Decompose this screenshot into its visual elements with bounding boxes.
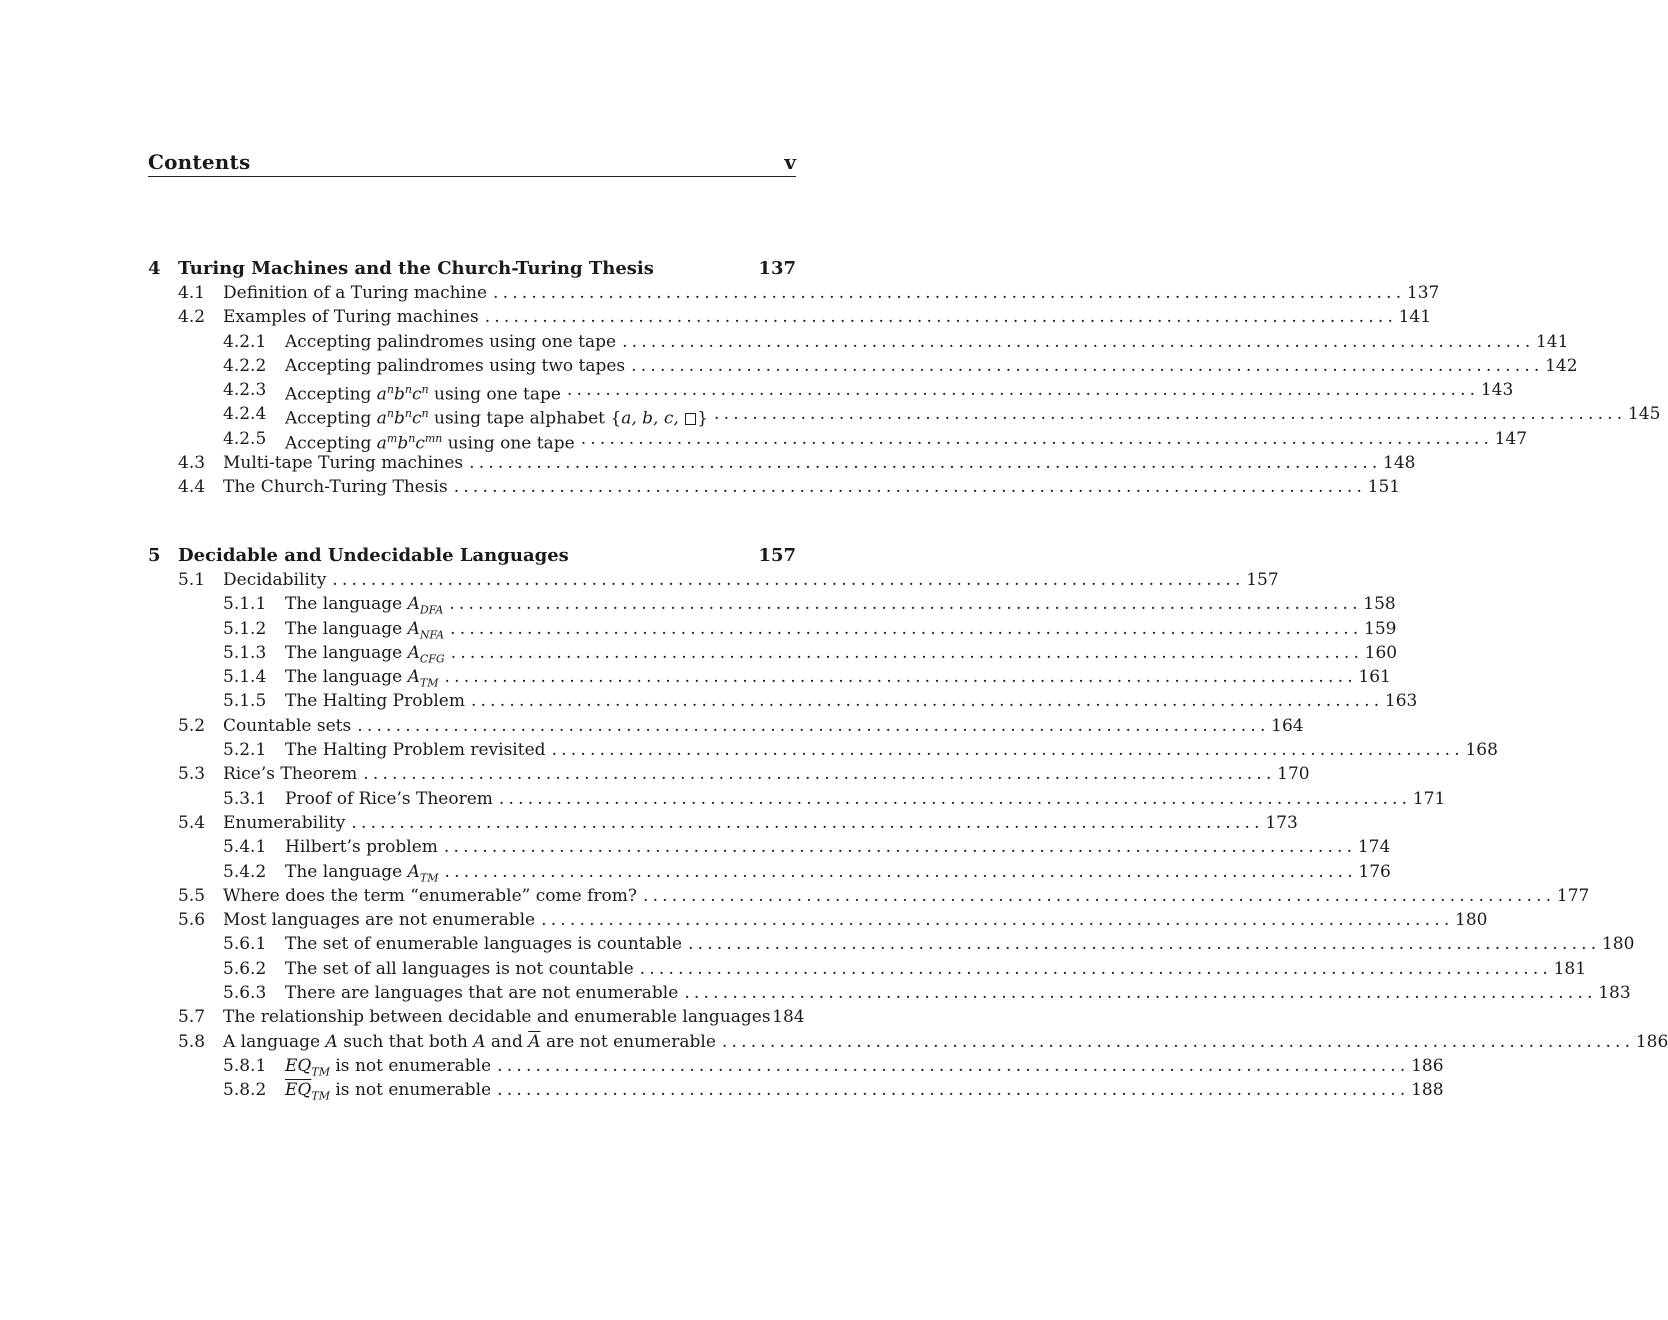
toc-entry[interactable] — [148, 689, 1418, 713]
toc-entry[interactable] — [148, 427, 1528, 454]
entry-page: 173 — [1265, 812, 1298, 833]
entry-number: 5.6.2 — [223, 958, 267, 979]
entry-page: 176 — [1358, 861, 1391, 882]
entry-title: Most languages are not enumerable — [223, 910, 536, 931]
dot-leader: ............................................................................................... — [357, 715, 1270, 736]
entry-page: 159 — [1364, 618, 1397, 639]
entry-number: 5.8.2 — [223, 1080, 267, 1101]
entry-page: 171 — [1412, 788, 1446, 809]
chapter-page: 137 — [758, 258, 796, 279]
dot-leader: ............................................................................................... — [444, 861, 1357, 882]
entry-page: 186 — [1411, 1055, 1444, 1076]
entry-page: 186 — [1635, 1031, 1668, 1052]
chapter-page: 157 — [758, 545, 796, 566]
entry-title: A language A such that both A and $\overline{A}$ are not enumerable — [223, 1031, 716, 1052]
toc-entry[interactable] — [148, 665, 1391, 690]
running-header — [148, 150, 796, 177]
entry-page: 183 — [1598, 983, 1631, 1004]
entry-page: 151 — [1367, 477, 1401, 498]
dot-leader: ............................................................................................... — [551, 740, 1464, 761]
entry-page: 142 — [1545, 355, 1578, 376]
dot-leader: ............................................................................................... — [470, 691, 1384, 712]
dot-leader: ............................................................................................... — [721, 1031, 1635, 1052]
entry-title: Where does the term “enumerable” come from? — [223, 885, 637, 906]
entry-title: The language $A_{DFA}$ — [285, 594, 444, 617]
dot-leader: ............................................................................................... — [449, 594, 1362, 615]
entry-page: 164 — [1271, 715, 1304, 736]
entry-number: 5.1.5 — [223, 691, 267, 712]
toc-entry[interactable] — [148, 762, 1310, 786]
toc-entry[interactable] — [148, 568, 1279, 592]
entry-number: 4.4 — [178, 477, 206, 498]
dot-leader: ............................................................................................... — [684, 983, 1597, 1004]
toc-entry[interactable] — [148, 1054, 1444, 1079]
entry-title: The language $A_{NFA}$ — [285, 618, 445, 641]
dot-leader: ............................................................................................... — [580, 428, 1494, 449]
entry-page: 180 — [1601, 934, 1635, 955]
toc-entry[interactable] — [148, 354, 1578, 378]
toc-entry[interactable] — [148, 402, 1661, 430]
toc-entry[interactable] — [148, 617, 1397, 641]
dot-leader: ............................................................................................... — [642, 885, 1556, 906]
dot-leader: ............................................................................................... — [363, 764, 1276, 785]
entry-title: The set of all languages is not countable — [285, 958, 634, 979]
dot-leader: ............................................................................................... — [622, 331, 1535, 352]
dot-leader: ............................................................................................... — [453, 477, 1367, 498]
entry-number: 5.2.1 — [223, 740, 267, 761]
entry-number: 5.8.1 — [223, 1055, 267, 1076]
entry-page: 158 — [1363, 594, 1396, 615]
entry-number: 4.2.5 — [223, 428, 267, 449]
toc-entry[interactable] — [148, 1078, 1444, 1103]
entry-title: The set of enumerable languages is countable — [285, 934, 683, 955]
entry-title: Accepting $a^nb^nc^n$ using one tape — [285, 383, 561, 405]
entry-title: Accepting palindromes using two tapes — [285, 355, 626, 376]
entry-title: Enumerability — [223, 812, 346, 833]
toc-entry[interactable] — [148, 714, 1304, 738]
toc-entry[interactable] — [148, 592, 1396, 617]
chapter-5 — [148, 543, 1668, 1103]
entry-title: The relationship between decidable and enumerable languages — [223, 1007, 771, 1028]
entry-title: Accepting $a^nb^nc^n$ using tape alphabet {a, b, c, } — [285, 407, 709, 430]
entry-page: 141 — [1535, 331, 1569, 352]
entry-number: 5.8 — [178, 1031, 206, 1052]
entry-number: 5.1.3 — [223, 642, 267, 663]
chapter-number: 5 — [148, 545, 161, 566]
entry-page: 148 — [1383, 453, 1416, 474]
toc-entry[interactable] — [148, 1005, 805, 1029]
entry-page: 137 — [1406, 283, 1440, 303]
entry-title: The Halting Problem — [285, 691, 465, 712]
toc-entry[interactable] — [148, 811, 1298, 835]
entry-number: 4.3 — [178, 453, 206, 474]
entry-title: Accepting palindromes using one tape — [285, 331, 617, 352]
chapter-heading[interactable] — [148, 256, 796, 281]
entry-number: 5.1.2 — [223, 618, 267, 639]
entry-page: 174 — [1357, 837, 1391, 858]
toc-entry[interactable] — [148, 860, 1391, 884]
toc-entry[interactable] — [148, 1030, 1668, 1054]
entry-number: 5.4.1 — [223, 837, 267, 858]
dot-leader: ............................................................................................... — [469, 453, 1382, 474]
entry-page: 160 — [1364, 642, 1398, 663]
header-page-number: v — [784, 150, 796, 174]
entry-page: 141 — [1398, 307, 1432, 328]
toc-entry[interactable] — [148, 378, 1514, 405]
entry-title: Countable sets — [223, 715, 352, 736]
entry-title: Decidability — [223, 570, 327, 590]
dot-leader: ............................................................................................... — [498, 788, 1412, 809]
entry-title: $EQ_{TM}$ is not enumerable — [285, 1055, 492, 1079]
entry-number: 5.6 — [178, 910, 206, 931]
entry-number: 4.2.1 — [223, 331, 267, 352]
entry-number: 4.2 — [178, 307, 206, 328]
toc-entry[interactable] — [148, 787, 1446, 811]
entry-title: $\overline{EQ}_{TM}$ is not enumerable — [285, 1080, 492, 1103]
blank-symbol-icon — [685, 413, 696, 425]
dot-leader: ............................................................................................... — [493, 283, 1406, 303]
entry-number: 5.4.2 — [223, 861, 267, 882]
dot-leader: ............................................................................................... — [351, 812, 1264, 833]
dot-leader: ............................................................................................... — [639, 958, 1553, 979]
chapter-number: 4 — [148, 258, 161, 279]
entry-number: 5.1.1 — [223, 594, 267, 615]
entry-title: Examples of Turing machines — [223, 307, 479, 328]
header-title: Contents — [148, 150, 251, 174]
dot-leader: ............................................................................................... — [443, 837, 1357, 858]
entry-page: 147 — [1494, 428, 1528, 449]
entry-page: 143 — [1480, 380, 1514, 401]
entry-page: 161 — [1358, 667, 1391, 688]
entry-page: 163 — [1384, 691, 1418, 712]
toc-entry[interactable] — [148, 981, 1631, 1005]
entry-title: Rice’s Theorem — [223, 764, 358, 785]
toc-entry[interactable] — [148, 451, 1416, 475]
entry-number: 5.2 — [178, 715, 206, 736]
entry-number: 4.2.3 — [223, 380, 267, 401]
dot-leader: ............................................................................................... — [484, 307, 1398, 328]
chapter-4 — [148, 256, 1661, 500]
entry-number: 5.7 — [178, 1007, 206, 1028]
entry-number: 4.2.4 — [223, 404, 267, 425]
dot-leader: ............................................................................................... — [332, 570, 1245, 590]
dot-leader: ............................................................................................... — [631, 355, 1544, 376]
dot-leader: ............................................................................................... — [566, 380, 1480, 401]
dot-leader: ............................................................................................... — [541, 910, 1454, 931]
toc-entry[interactable] — [148, 641, 1398, 666]
toc-entry[interactable] — [148, 957, 1587, 981]
toc-entry[interactable] — [148, 281, 1440, 305]
dot-leader: ............................................................................................... — [688, 934, 1601, 955]
chapter-title: Decidable and Undecidable Languages — [178, 545, 569, 566]
entry-number: 4.2.2 — [223, 355, 267, 376]
toc-entry[interactable] — [148, 884, 1590, 908]
entry-title: The Halting Problem revisited — [285, 740, 546, 761]
entry-title: Proof of Rice’s Theorem — [285, 788, 493, 809]
entry-page: 170 — [1277, 764, 1310, 785]
dot-leader: ............................................................................................... — [497, 1080, 1410, 1101]
entry-title: The language $A_{TM}$ — [285, 861, 439, 884]
entry-title: The language $A_{TM}$ — [285, 667, 439, 690]
entry-page: 181 — [1553, 958, 1587, 979]
chapter-heading[interactable] — [148, 543, 796, 568]
entry-page: 188 — [1411, 1080, 1444, 1101]
toc-entry[interactable] — [148, 932, 1635, 956]
toc-entry[interactable] — [148, 738, 1498, 762]
entry-number: 5.3 — [178, 764, 206, 785]
entry-title: There are languages that are not enumerable — [285, 983, 679, 1004]
entry-title: Accepting $a^mb^nc^{mn}$ using one tape — [285, 431, 575, 454]
entry-title: Hilbert’s problem — [285, 837, 438, 858]
entry-number: 5.3.1 — [223, 788, 267, 809]
toc-entry[interactable] — [148, 330, 1569, 354]
toc-entry[interactable] — [148, 305, 1432, 329]
toc-entry[interactable] — [148, 908, 1488, 932]
entry-number: 5.4 — [178, 812, 206, 833]
entry-page: 145 — [1627, 404, 1661, 425]
entry-page: 168 — [1465, 740, 1498, 761]
entry-page: 180 — [1455, 910, 1488, 931]
dot-leader: ............................................................................................... — [714, 404, 1627, 425]
entry-title: The language $A_{CFG}$ — [285, 642, 445, 666]
entry-title: Definition of a Turing machine — [223, 283, 487, 303]
entry-page: 184 — [772, 1007, 805, 1028]
entry-title: Multi-tape Turing machines — [223, 453, 464, 474]
entry-number: 5.5 — [178, 885, 206, 906]
entry-number: 5.6.1 — [223, 934, 267, 955]
dot-leader: ............................................................................................... — [450, 618, 1363, 639]
entry-page: 177 — [1556, 885, 1590, 906]
entry-number: 5.1 — [178, 570, 206, 590]
entry-title: The Church-Turing Thesis — [223, 477, 448, 498]
dot-leader: ............................................................................................... — [497, 1055, 1410, 1076]
entry-number: 5.1.4 — [223, 667, 267, 688]
toc-entry[interactable] — [148, 475, 1401, 499]
entry-page: 157 — [1246, 570, 1279, 590]
entry-number: 5.6.3 — [223, 983, 267, 1004]
dot-leader: ............................................................................................... — [444, 667, 1357, 688]
entry-number: 4.1 — [178, 283, 206, 303]
chapter-title: Turing Machines and the Church-Turing Thesis — [178, 258, 654, 279]
toc-entry[interactable] — [148, 835, 1391, 859]
dot-leader: ............................................................................................... — [450, 642, 1364, 663]
